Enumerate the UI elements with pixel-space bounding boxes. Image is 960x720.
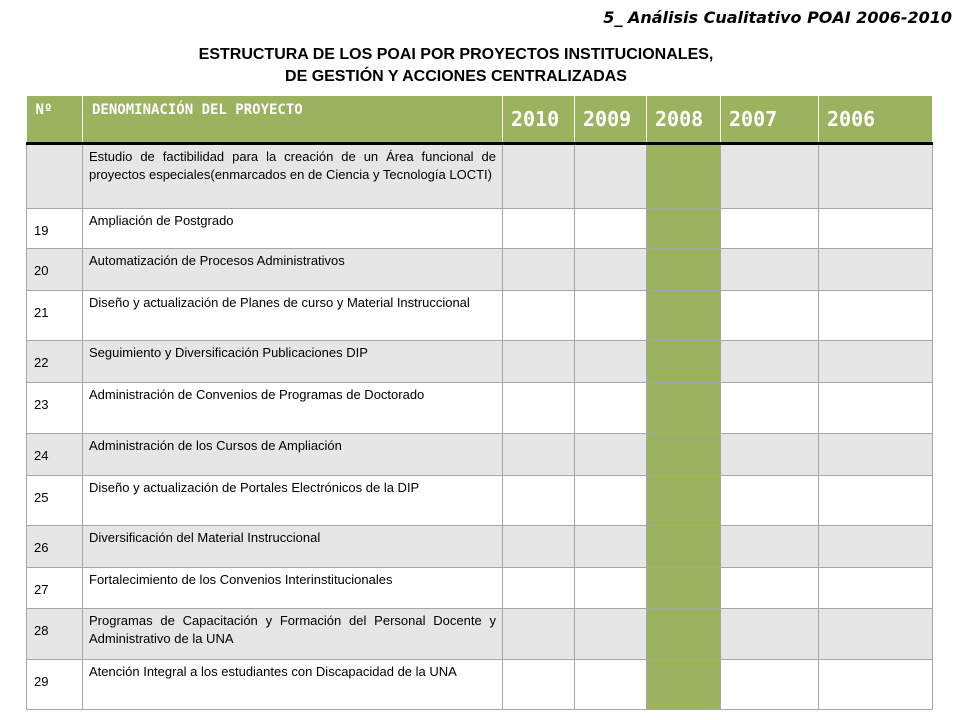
cell-2010 [503, 476, 575, 526]
table-row [27, 526, 933, 568]
row-number: 19 [27, 209, 83, 249]
cell-2009 [575, 526, 647, 568]
row-number [27, 144, 83, 209]
header-year-2008: 2008 [647, 96, 721, 144]
cell-2009 [575, 209, 647, 249]
cell-2006 [819, 341, 933, 383]
cell-2008 [647, 249, 721, 291]
cell-2008 [647, 383, 721, 434]
table-row [27, 209, 933, 249]
cell-2010 [503, 434, 575, 476]
cell-2007 [721, 660, 819, 710]
cell-2008 [647, 209, 721, 249]
cell-2008 [647, 144, 721, 209]
row-project-name: Estudio de factibilidad para la creación de un Área funcional de proyectos especiales(enmarcados en de Ciencia y Tecnología LOCTI) [83, 144, 503, 209]
cell-2007 [721, 144, 819, 209]
cell-2006 [819, 476, 933, 526]
cell-2008 [647, 476, 721, 526]
cell-2006 [819, 209, 933, 249]
poai-projects-table [26, 96, 933, 710]
slide-title: 5_ Análisis Cualitativo POAI 2006-2010 [603, 8, 952, 27]
table-row [27, 383, 933, 434]
header-number: Nº [27, 96, 83, 144]
row-number: 21 [27, 291, 83, 341]
table-row [27, 341, 933, 383]
row-number: 20 [27, 249, 83, 291]
table-subtitle [0, 44, 912, 88]
header-project-name: DENOMINACIÓN DEL PROYECTO [83, 96, 503, 144]
table-row [27, 609, 933, 660]
header-year-2010: 2010 [503, 96, 575, 144]
cell-2009 [575, 144, 647, 209]
cell-2006 [819, 568, 933, 609]
table-row [27, 660, 933, 710]
cell-2009 [575, 568, 647, 609]
table-row [27, 249, 933, 291]
cell-2009 [575, 341, 647, 383]
header-year-2006: 2006 [819, 96, 933, 144]
cell-2009 [575, 660, 647, 710]
cell-2007 [721, 568, 819, 609]
cell-2009 [575, 291, 647, 341]
cell-2007 [721, 383, 819, 434]
cell-2010 [503, 209, 575, 249]
table-header-row [27, 96, 933, 144]
cell-2006 [819, 660, 933, 710]
row-number: 27 [27, 568, 83, 609]
row-number: 26 [27, 526, 83, 568]
cell-2010 [503, 568, 575, 609]
row-number: 29 [27, 660, 83, 710]
row-number: 23 [27, 383, 83, 434]
cell-2009 [575, 476, 647, 526]
cell-2006 [819, 291, 933, 341]
row-project-name: Automatización de Procesos Administrativos [83, 249, 503, 291]
table-row [27, 568, 933, 609]
table-row [27, 291, 933, 341]
cell-2009 [575, 434, 647, 476]
header-year-2009: 2009 [575, 96, 647, 144]
subtitle-line-1: ESTRUCTURA DE LOS POAI POR PROYECTOS INSTITUCIONALES, [198, 46, 714, 63]
cell-2007 [721, 291, 819, 341]
row-project-name: Seguimiento y Diversificación Publicaciones DIP [83, 341, 503, 383]
cell-2010 [503, 609, 575, 660]
row-number: 25 [27, 476, 83, 526]
cell-2006 [819, 144, 933, 209]
row-project-name: Fortalecimiento de los Convenios Interinstitucionales [83, 568, 503, 609]
cell-2010 [503, 291, 575, 341]
row-number: 22 [27, 341, 83, 383]
cell-2007 [721, 609, 819, 660]
row-project-name: Ampliación de Postgrado [83, 209, 503, 249]
cell-2010 [503, 526, 575, 568]
cell-2008 [647, 568, 721, 609]
cell-2006 [819, 434, 933, 476]
header-year-2007: 2007 [721, 96, 819, 144]
cell-2007 [721, 434, 819, 476]
cell-2008 [647, 660, 721, 710]
row-project-name: Diversificación del Material Instruccional [83, 526, 503, 568]
cell-2007 [721, 341, 819, 383]
cell-2009 [575, 249, 647, 291]
cell-2007 [721, 209, 819, 249]
cell-2006 [819, 609, 933, 660]
cell-2008 [647, 609, 721, 660]
row-project-name: Programas de Capacitación y Formación del Personal Docente y Administrativo de la UNA [83, 609, 503, 660]
table-row [27, 476, 933, 526]
cell-2007 [721, 249, 819, 291]
cell-2007 [721, 526, 819, 568]
row-number: 24 [27, 434, 83, 476]
row-project-name: Administración de los Cursos de Ampliación [83, 434, 503, 476]
cell-2008 [647, 291, 721, 341]
row-project-name: Diseño y actualización de Planes de curso y Material Instruccional [83, 291, 503, 341]
cell-2010 [503, 341, 575, 383]
table-row [27, 434, 933, 476]
cell-2009 [575, 609, 647, 660]
cell-2008 [647, 434, 721, 476]
row-number: 28 [27, 609, 83, 660]
cell-2010 [503, 383, 575, 434]
cell-2006 [819, 526, 933, 568]
cell-2009 [575, 383, 647, 434]
cell-2008 [647, 341, 721, 383]
cell-2006 [819, 383, 933, 434]
row-project-name: Diseño y actualización de Portales Electrónicos de la DIP [83, 476, 503, 526]
cell-2007 [721, 476, 819, 526]
cell-2010 [503, 144, 575, 209]
table-row [27, 144, 933, 209]
subtitle-line-2: DE GESTIÓN Y ACCIONES CENTRALIZADAS [285, 68, 627, 85]
cell-2010 [503, 249, 575, 291]
cell-2010 [503, 660, 575, 710]
row-project-name: Atención Integral a los estudiantes con Discapacidad de la UNA [83, 660, 503, 710]
cell-2006 [819, 249, 933, 291]
cell-2008 [647, 526, 721, 568]
row-project-name: Administración de Convenios de Programas de Doctorado [83, 383, 503, 434]
